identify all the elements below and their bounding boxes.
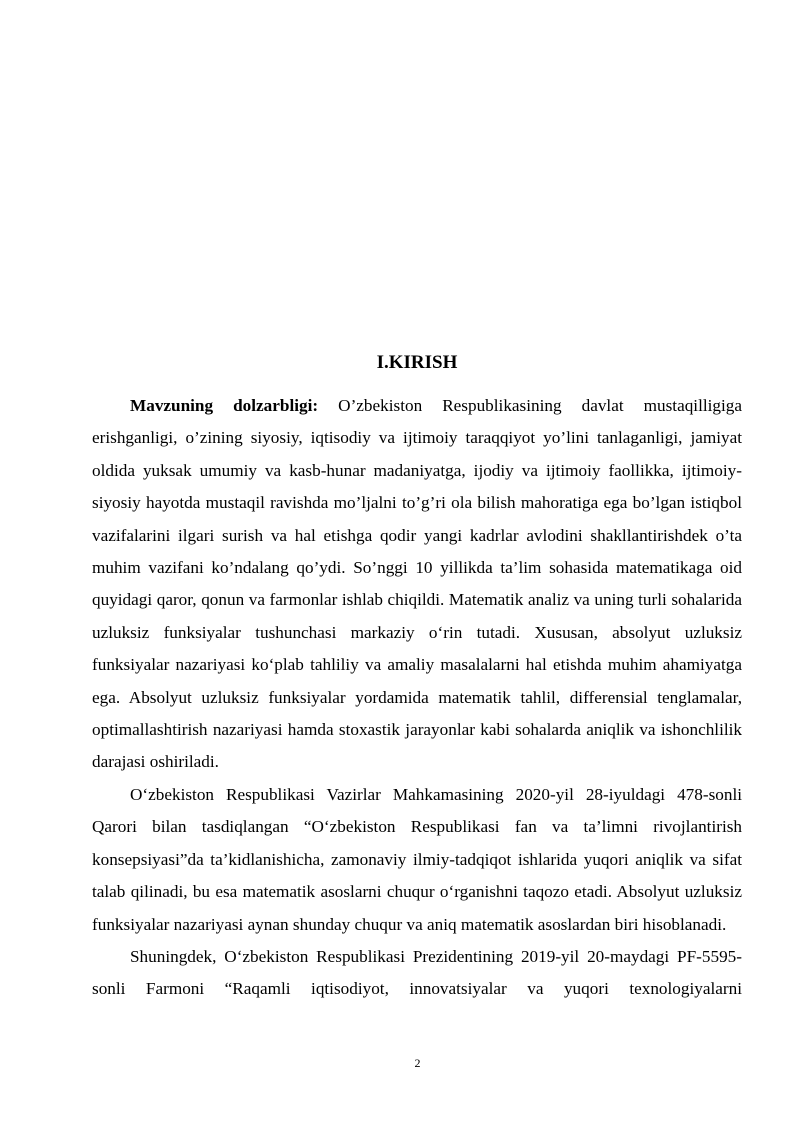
section-heading: I.KIRISH	[376, 352, 458, 373]
paragraph-decree: Shuningdek, O‘zbekiston Respublikasi Prezidentining 2019-yil 20-maydagi PF-5595-sonli Farmoni “Raqamli iqtisodiyot, innovatsiyalar va yuqori texnologiyalarni	[92, 946, 742, 999]
page-number: 2	[414, 1056, 421, 1070]
relevance-text: O’zbekiston Respublikasining davlat mustaqilligiga erishganligi, o’zining siyosiy, iqtisodiy va ijtimoiy taraqqiyot yo’lini tanlaganligi, jamiyat oldida yuksak umumiy va kasb-hunar madaniyatga, ijodiy va ijtimoiy faollikka, ijtimoiy-siyosiy hayotda mustaqil ravishda mo’ljalni to’g’ri ola bilish mahoratiga ega bo’lgan istiqbol vazifalarini ilgari surish va hal etishga qodir yangi kadrlar avlodini shakllantirishdek o’ta muhim vazifani ko’ndalang qo’ydi. So’nggi 10 yillikda ta’lim sohasida matematikaga oid quyidagi qaror, qonun va farmonlar ishlab chiqildi. Matematik analiz va uning turli sohalarida uzluksiz funksiyalar tushunchasi markaziy o‘rin tutadi. Xususan, absolyut uzluksiz funksiyalar nazariyasi ko‘plab tahliliy va amaliy masalalarni hal etishda muhim ahamiyatga ega. Absolyut uzluksiz funksiyalar yordamida matematik tahlil, differensial tenglamalar, optimallashtirish nazariyasi hamda stoxastik jarayonlar kabi sohalarda aniqlik va ishonchlilik darajasi oshiriladi.	[92, 396, 742, 772]
body-text	[92, 390, 742, 1006]
paragraph-relevance	[92, 390, 742, 779]
relevance-lead: Mavzuning dolzarbligi:	[130, 396, 319, 415]
paragraph-resolution: O‘zbekiston Respublikasi Vazirlar Mahkamasining 2020-yil 28-iyuldagi 478-sonli Qarori bilan tasdiqlangan “O‘zbekiston Respublikasi fan va ta’limni rivojlantirish konsepsiyasi”da ta’kidlanishicha, zamonaviy ilmiy-tadqiqot ishlarida yuqori aniqlik va sifat talab qilinadi, bu esa matematik asoslarni chuqur o‘rganishni taqozo etadi. Absolyut uzluksiz funksiyalar nazariyasi aynan shunday chuqur va aniq matematik asoslardan biri hisoblanadi.	[92, 784, 742, 934]
